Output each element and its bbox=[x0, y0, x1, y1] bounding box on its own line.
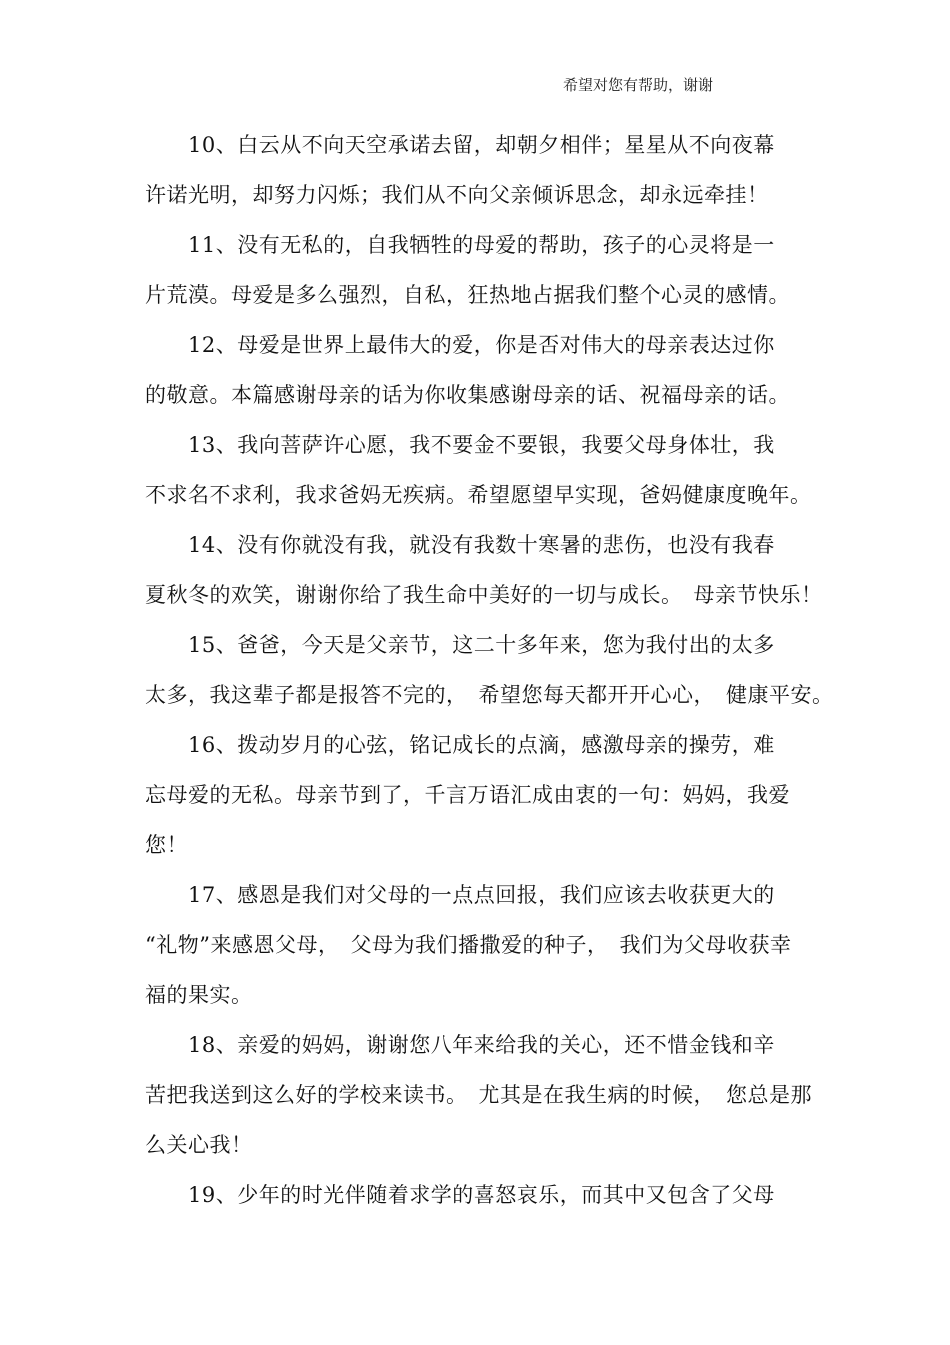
paragraph-14-line-1: 14、没有你就没有我，就没有我数十寒暑的悲伤，也没有我春 bbox=[188, 533, 775, 557]
paragraph-12-line-1: 12、母爱是世界上最伟大的爱，你是否对伟大的母亲表达过你 bbox=[188, 333, 775, 357]
paragraph-15-line-2: 太多，我这辈子都是报答不完的， 希望您每天都开开心心， 健康平安。 bbox=[145, 683, 834, 707]
paragraph-17-line-2: “礼物”来感恩父母， 父母为我们播撒爱的种子， 我们为父母收获幸 bbox=[145, 933, 792, 957]
paragraph-16-line-3: 您！ bbox=[145, 833, 188, 857]
paragraph-16-line-2: 忘母爱的无私。母亲节到了，千言万语汇成由衷的一句：妈妈，我爱 bbox=[145, 783, 790, 807]
paragraph-17-line-1: 17、感恩是我们对父母的一点点回报，我们应该去收获更大的 bbox=[188, 883, 775, 907]
paragraph-14-line-2: 夏秋冬的欢笑，谢谢你给了我生命中美好的一切与成长。 母亲节快乐！ bbox=[145, 583, 823, 607]
paragraph-16-line-1: 16、拨动岁月的心弦，铭记成长的点滴，感激母亲的操劳，难 bbox=[188, 733, 775, 757]
paragraph-11-line-1: 11、没有无私的，自我牺牲的母爱的帮助，孩子的心灵将是一 bbox=[188, 233, 775, 257]
paragraph-19-line-1: 19、少年的时光伴随着求学的喜怒哀乐，而其中又包含了父母 bbox=[188, 1183, 775, 1207]
paragraph-12-line-2: 的敬意。本篇感谢母亲的话为你收集感谢母亲的话、祝福母亲的话。 bbox=[145, 383, 790, 407]
paragraph-17-line-3: 福的果实。 bbox=[145, 983, 253, 1007]
paragraph-13-line-1: 13、我向菩萨许心愿，我不要金不要银，我要父母身体壮，我 bbox=[188, 433, 775, 457]
paragraph-13-line-2: 不求名不求利，我求爸妈无疾病。希望愿望早实现，爸妈健康度晚年。 bbox=[145, 483, 812, 507]
paragraph-10-line-2: 许诺光明，却努力闪烁；我们从不向父亲倾诉思念，却永远牵挂！ bbox=[145, 183, 769, 207]
paragraph-10-line-1: 10、白云从不向天空承诺去留，却朝夕相伴；星星从不向夜幕 bbox=[188, 133, 775, 157]
page-header: 希望对您有帮助，谢谢 bbox=[563, 76, 714, 94]
paragraph-11-line-2: 片荒漠。母爱是多么强烈，自私，狂热地占据我们整个心灵的感情。 bbox=[145, 283, 790, 307]
paragraph-18-line-2: 苦把我送到这么好的学校来读书。 尤其是在我生病的时候， 您总是那 bbox=[145, 1083, 812, 1107]
paragraph-15-line-1: 15、爸爸，今天是父亲节，这二十多年来，您为我付出的太多 bbox=[188, 633, 775, 657]
paragraph-18-line-1: 18、亲爱的妈妈，谢谢您八年来给我的关心，还不惜金钱和辛 bbox=[188, 1033, 775, 1057]
paragraph-18-line-3: 么关心我！ bbox=[145, 1133, 253, 1157]
